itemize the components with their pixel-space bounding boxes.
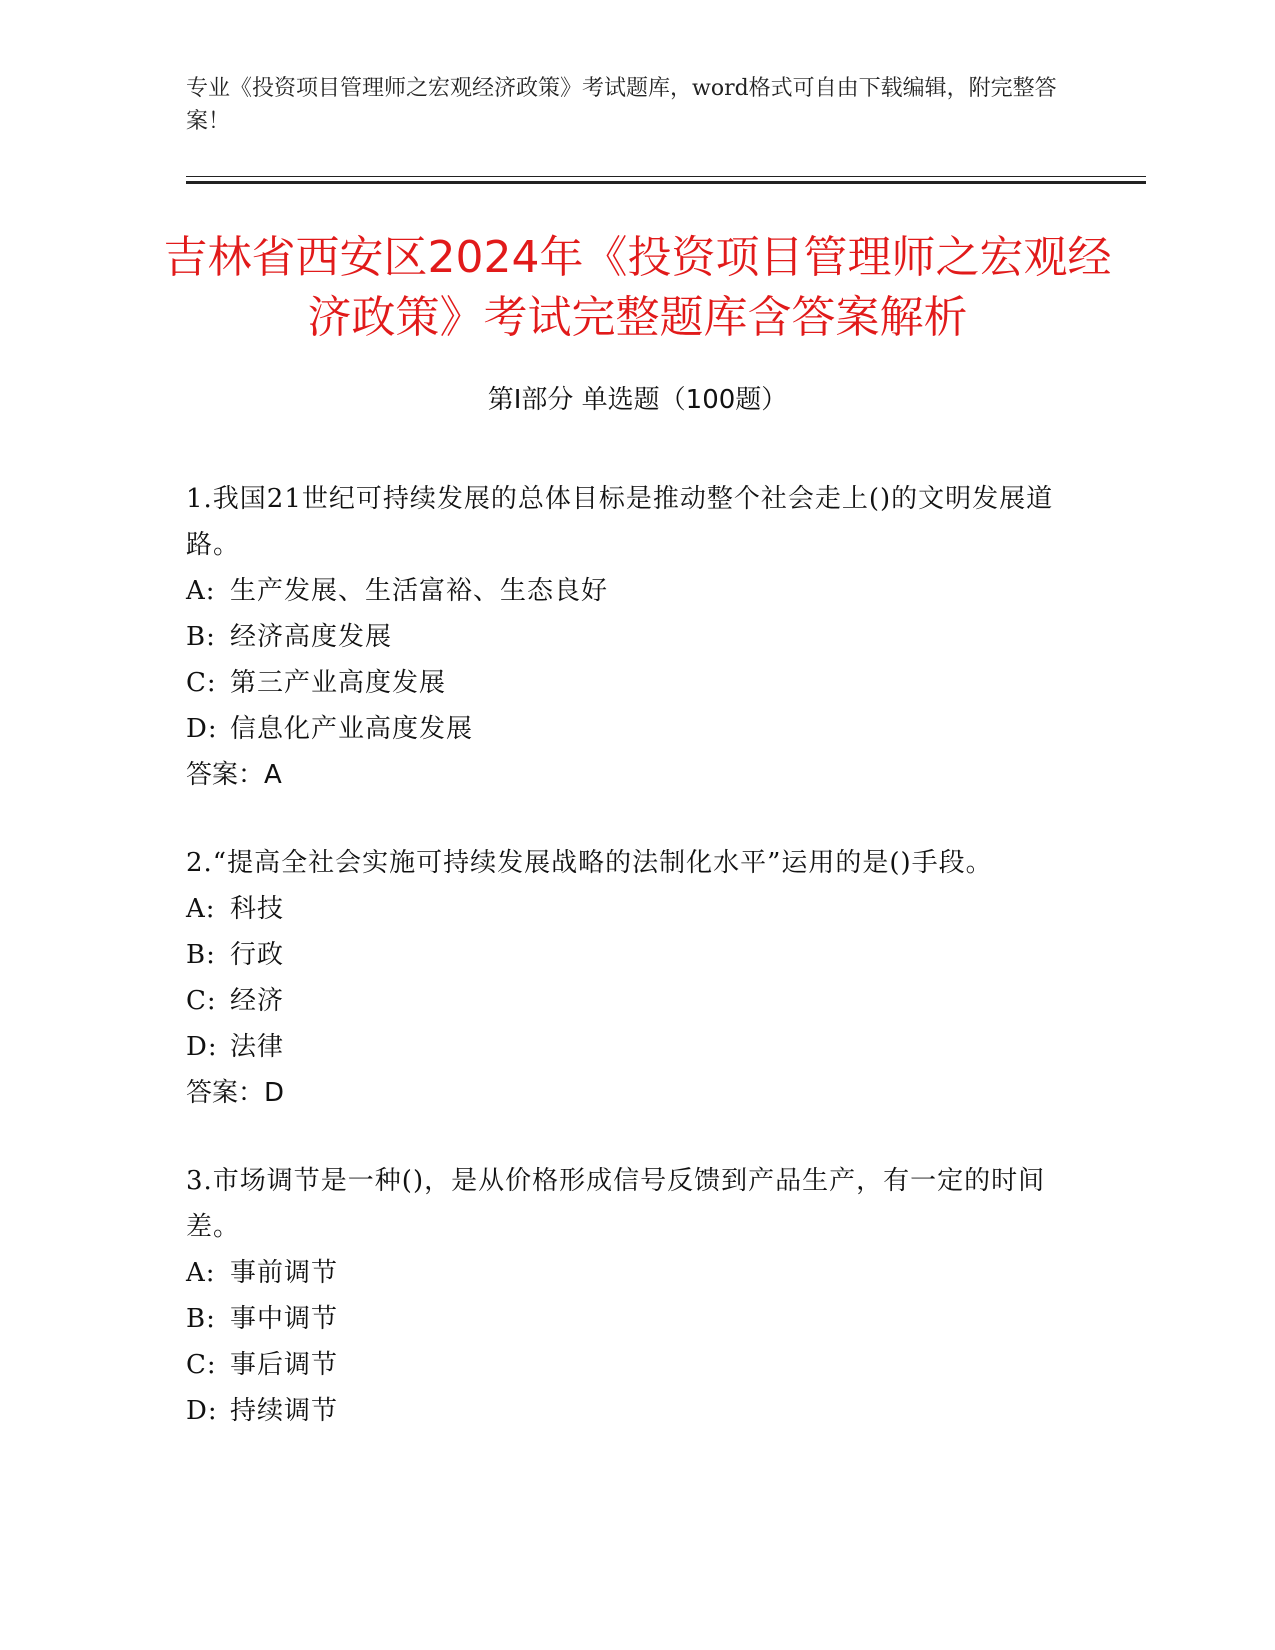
option-d [186, 706, 1066, 752]
question-spacer [186, 798, 1066, 840]
answer-line: 答案：A [186, 760, 282, 790]
option-text: 事后调节 [230, 1350, 339, 1380]
option-text: 法律 [230, 1032, 285, 1062]
option-c [186, 978, 1066, 1024]
option-d [186, 1024, 1066, 1070]
option-key: C: [186, 986, 217, 1016]
option-key: C: [186, 1350, 217, 1380]
question-stem: 2.“提高全社会实施可持续发展战略的法制化水平”运用的是()手段。 [186, 848, 993, 878]
option-d [186, 1388, 1066, 1434]
option-text: 持续调节 [230, 1396, 339, 1426]
option-text: 第三产业高度发展 [230, 668, 447, 698]
question-2 [186, 840, 1066, 1116]
option-c [186, 1342, 1066, 1388]
option-text: 经济 [230, 986, 285, 1016]
option-key: A: [186, 576, 216, 606]
option-key: C: [186, 668, 217, 698]
question-stem: 1.我国21世纪可持续发展的总体目标是推动整个社会走上()的文明发展道路。 [186, 484, 1054, 560]
option-a [186, 886, 1066, 932]
question-1 [186, 476, 1066, 798]
question-stem: 3.市场调节是一种()，是从价格形成信号反馈到产品生产，有一定的时间差。 [186, 1166, 1046, 1242]
option-text: 信息化产业高度发展 [230, 714, 474, 744]
header-divider-thin [186, 176, 1146, 177]
option-b [186, 614, 1066, 660]
option-text: 事前调节 [230, 1258, 339, 1288]
document-title: 吉林省西安区2024年《投资项目管理师之宏观经济政策》考试完整题库含答案解析 [163, 232, 1112, 343]
option-b [186, 1296, 1066, 1342]
option-a [186, 1250, 1066, 1296]
option-b [186, 932, 1066, 978]
option-key: B: [186, 1304, 216, 1334]
header-divider-thick [186, 181, 1146, 184]
section-title: 第Ⅰ部分 单选题（100题） [487, 385, 788, 415]
question-spacer [186, 1116, 1066, 1158]
question-list [186, 476, 1066, 1434]
option-text: 事中调节 [230, 1304, 339, 1334]
option-a [186, 568, 1066, 614]
option-key: D: [186, 1396, 218, 1426]
option-key: B: [186, 940, 216, 970]
option-key: A: [186, 1258, 216, 1288]
question-3 [186, 1158, 1066, 1434]
option-key: D: [186, 1032, 218, 1062]
option-key: D: [186, 714, 218, 744]
option-text: 行政 [230, 940, 285, 970]
option-key: A: [186, 894, 216, 924]
option-text: 科技 [230, 894, 285, 924]
option-key: B: [186, 622, 216, 652]
header-note: 专业《投资项目管理师之宏观经济政策》考试题库，word格式可自由下载编辑，附完整答案！ [186, 76, 1057, 134]
answer-line: 答案：D [186, 1078, 285, 1108]
option-c [186, 660, 1066, 706]
option-text: 经济高度发展 [230, 622, 393, 652]
option-text: 生产发展、生活富裕、生态良好 [230, 576, 609, 606]
